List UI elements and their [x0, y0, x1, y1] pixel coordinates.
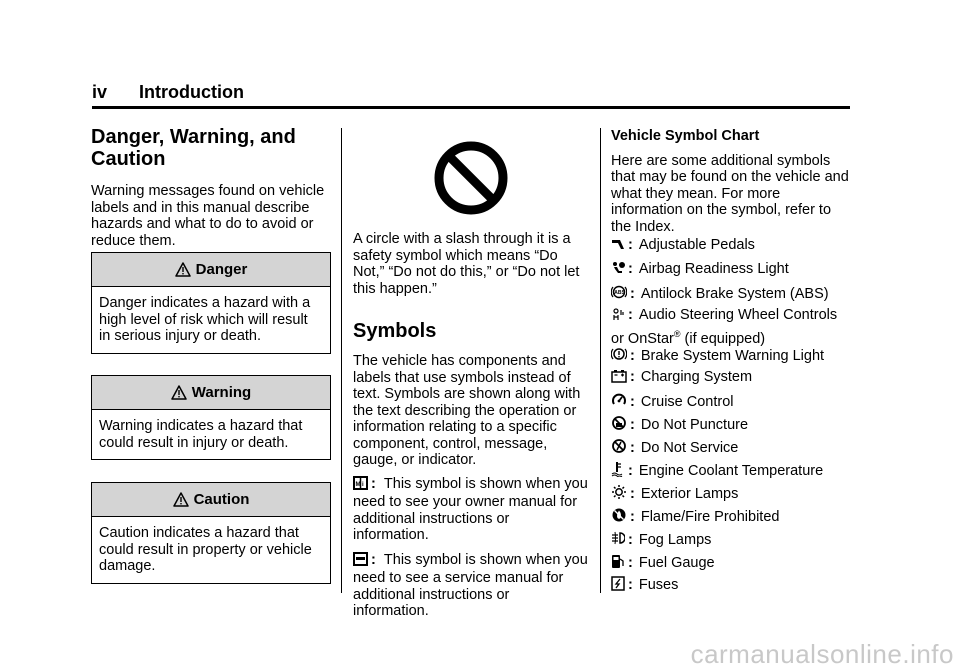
symbol-label: Antilock Brake System (ABS) — [640, 286, 829, 302]
list-item: : Fog Lamps — [611, 530, 711, 551]
symbol-label: Fog Lamps — [638, 532, 712, 548]
symbol-label: Fuel Gauge — [638, 555, 715, 571]
caution-box — [91, 482, 331, 584]
symbol-label: Do Not Service — [640, 440, 739, 456]
flame-prohibited-icon — [611, 507, 627, 528]
list-item: : Airbag Readiness Light — [611, 261, 789, 280]
symbol-label: Adjustable Pedals — [638, 237, 755, 253]
list-item: : Cruise Control — [611, 392, 734, 413]
symbol-label: Engine Coolant Temperature — [638, 463, 824, 479]
symbol-label: Brake System Warning Light — [640, 348, 825, 364]
owner-manual-book-icon — [353, 476, 368, 495]
list-item: : Do Not Puncture — [611, 415, 748, 436]
abs-icon — [611, 284, 627, 305]
brake-warning-icon — [611, 346, 627, 367]
symbol-label: Do Not Puncture — [640, 417, 749, 433]
onstar-suffix: (if equipped) — [680, 330, 766, 347]
coolant-temp-icon — [611, 461, 625, 482]
registered-mark: ® — [673, 328, 681, 339]
alert-triangle-icon — [175, 262, 191, 277]
page-number: iv — [92, 82, 108, 102]
page-header — [92, 82, 850, 109]
list-item: : Fuses — [611, 576, 678, 596]
caution-text: Caution indicates a hazard that could result in property or vehicle damage. — [99, 525, 312, 574]
do-not-service-icon — [611, 438, 627, 459]
vehicle-symbol-chart-heading: Vehicle Symbol Chart — [611, 128, 760, 144]
alert-triangle-icon — [171, 385, 187, 400]
danger-text: Danger indicates a hazard with a high level of risk which will result in serious injury or death. — [99, 295, 311, 344]
column-1 — [91, 126, 331, 249]
symbol-chart-intro: Here are some additional symbols that may be found on the vehicle and what they mean. For more information on the symbol, refer to the Index. — [611, 152, 849, 235]
fog-lamps-icon — [611, 530, 625, 551]
list-item: : Do Not Service — [611, 438, 738, 459]
symbol-label: Fuses — [638, 577, 679, 593]
column-divider — [600, 128, 601, 593]
watermark: carmanualsonline.info — [690, 639, 954, 669]
symbol-label: Exterior Lamps — [640, 486, 739, 502]
column-3 — [611, 128, 851, 235]
svg-text:ABS: ABS — [614, 290, 625, 296]
owner-manual-paragraph: M i : This symbol is shown when you need to see your owner manual for additional instructions or information. — [353, 475, 588, 543]
danger-title: Danger — [195, 261, 248, 278]
list-item: : Brake System Warning Light — [611, 346, 824, 367]
danger-box-header — [92, 253, 330, 287]
svg-text:i: i — [362, 481, 364, 488]
symbols-paragraph: The vehicle has components and labels that use symbols instead of text. Symbols are shown along with the text describing the operation or information relating to a specific component, control, message, gauge, or indicator. — [353, 353, 581, 468]
column-divider — [341, 128, 342, 593]
list-item: : Engine Coolant Temperature — [611, 461, 823, 482]
service-manual-text: This symbol is shown when you need to see a service manual for additional instructions or information. — [353, 551, 588, 619]
svg-text:M: M — [355, 481, 361, 488]
fuel-gauge-icon — [611, 553, 625, 574]
audio-steering-icon — [611, 307, 625, 326]
symbol-label: Audio Steering Wheel Controls — [638, 307, 838, 323]
section-heading-danger-warning-caution: Danger, Warning, and Caution — [91, 126, 296, 170]
service-manual-paragraph: : This symbol is shown when you need to see a service manual for additional instructions or information. — [353, 551, 588, 619]
list-item: : Flame/Fire Prohibited — [611, 507, 779, 528]
warning-box — [91, 375, 331, 460]
list-item: : Charging System — [611, 369, 752, 388]
section-heading-symbols: Symbols — [353, 320, 437, 342]
battery-icon — [611, 369, 627, 388]
service-manual-icon — [353, 552, 368, 571]
warning-intro-paragraph: Warning messages found on vehicle labels and in this manual describe hazards and what to do to avoid or reduce them. — [91, 183, 325, 249]
airbag-icon — [611, 261, 625, 280]
owner-manual-text: This symbol is shown when you need to see your owner manual for additional instructions or information. — [353, 475, 588, 543]
list-item: : Adjustable Pedals — [611, 237, 755, 256]
warning-title: Warning — [191, 384, 252, 401]
do-not-puncture-icon — [611, 415, 627, 436]
circle-slash-paragraph: A circle with a slash through it is a safety symbol which means “Do Not,” “Do not do this,” or “Do not let this happen.” — [353, 231, 580, 297]
alert-triangle-icon — [173, 492, 189, 507]
symbol-label: Charging System — [640, 369, 753, 385]
danger-box — [91, 252, 331, 354]
list-item: : Exterior Lamps — [611, 484, 738, 505]
adjustable-pedals-icon — [611, 237, 625, 256]
caution-box-header — [92, 483, 330, 517]
symbol-label: Flame/Fire Prohibited — [640, 509, 780, 525]
symbol-label: Airbag Readiness Light — [638, 261, 789, 277]
list-item: ABS : Antilock Brake System (ABS) — [611, 284, 829, 305]
cruise-icon — [611, 392, 627, 413]
page-title: Introduction — [139, 82, 244, 102]
do-not-circle-icon — [433, 140, 509, 221]
list-item: : Audio Steering Wheel Controls or OnStar® (if equipped) — [611, 307, 838, 347]
column-2 — [353, 231, 589, 620]
warning-text: Warning indicates a hazard that could result in injury or death. — [99, 418, 303, 451]
symbol-label: Cruise Control — [640, 394, 734, 410]
onstar-line: or OnStar — [611, 330, 674, 347]
warning-box-header — [92, 376, 330, 410]
caution-title: Caution — [193, 491, 250, 508]
fuses-icon — [611, 576, 625, 596]
exterior-lamps-icon — [611, 484, 627, 505]
list-item: : Fuel Gauge — [611, 553, 715, 574]
